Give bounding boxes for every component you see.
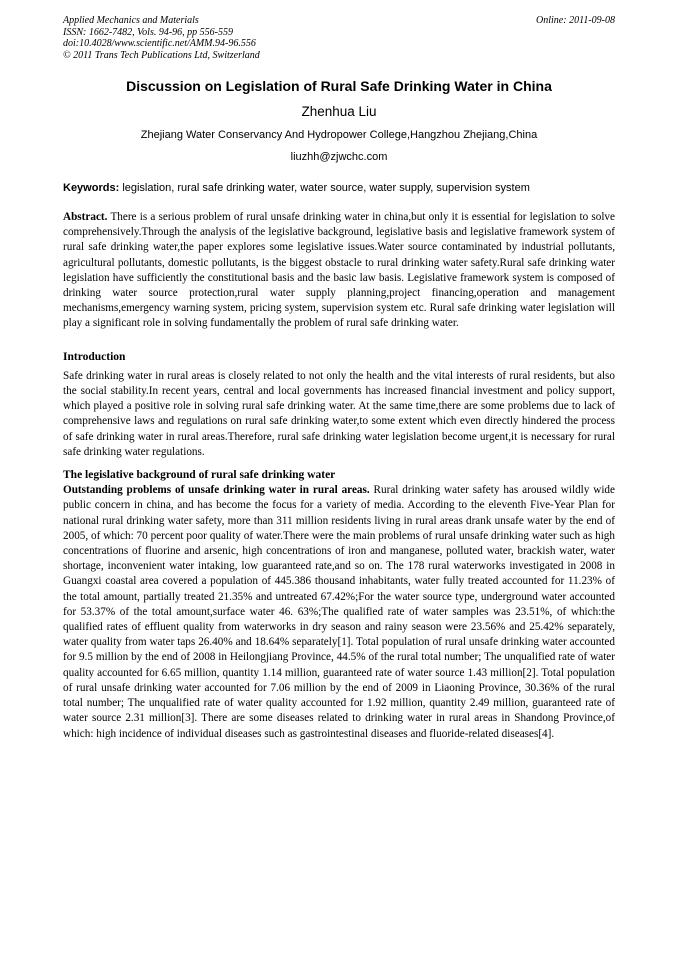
abstract [63, 210, 615, 332]
background-heading: The legislative background of rural safe drinking water [63, 469, 336, 482]
abstract-label: Abstract. [63, 211, 108, 223]
author-email: liuzhh@zjwchc.com [290, 151, 388, 163]
online-date: Online: 2011-09-08 [536, 15, 615, 26]
abstract-text: There is a serious problem of rural unsafe drinking water in china,but only it is essential for legislation to solve comprehensively.Through the analysis of the legislative background, legislative basis and legislative framework system of rural safe drinking water,the paper explores some legislative issues.Water source contaminated by industrial pollutants, agricultural pollutants, domestic pollutants, is the biggest obstacle to rural drinking water safety.Rural safe drinking water legislation have sufficiently the constitutional basis and the basic law basis. Legislative framework system is composed of drinking water source protection,rural water supply planning,project financing,operation and management mechanisms,emergency warning system, pricing system, supervision system etc. Rural safe drinking water legislation will play a significant role in solving fundamentally the problem of rural safe drinking water. [63, 211, 615, 330]
author-affiliation: Zhejiang Water Conservancy And Hydropower College,Hangzhou Zhejiang,China [140, 129, 538, 141]
paper-title: Discussion on Legislation of Rural Safe Drinking Water in China [126, 78, 552, 94]
journal-header [63, 15, 615, 61]
background-text: Rural drinking water safety has aroused wildly wide public concern in china, and has become the focus for a variety of media. According to the eleventh Five-Year Plan for national rural drinking water safety, more than 311 million residents living in rural areas drank unsafe water by the end of 2005, of which: 70 percent poor quality of water.There were the main problems of rural unsafe drinking water such as high concentrations of fluorine and arsenic, high concentrations of iron and manganese, polluted water, brackish water, water shortage, inconvenient water intaking, low guaranteed rate,and so on. The 178 rural waterworks investigated in 2008 in Guangxi coastal area covered a population of 445.386 thousand inhabitants, water fully treated accounted for 11.23% of the total amount, partially treated 21.35% and untreated 67.42%;For the water source type, underground water accounted for 53.37% of the total amount,surface water 46. 63%;The qualified rate of water samples was 23.51%, of which:the qualified rates of effluent quality from waterworks in dry season and rainy season were 23.56% and 25.42% separately, water quality from water taps 26.40% and 18.64% separately[1]. Total population of rural unsafe drinking water accounted for 9.5 million by the end of 2008 in Heilongjiang Province, 44.5% of the rural total number; The unqualified rate of water quality accounted for 6.65 million, quantity 1.14 million, guaranteed rate of water source 1.43 million[2]. Total population of rural unsafe drinking water accounted for 7.06 million by the end of 2009 in Liaoning Province, 30.36% of the rural total number; The unqualified rate of water quality accounted for 1.92 million, quantity 2.49 million, guaranteed rate of water source 2.31 million[3]. There are some diseases related to drinking water in rural areas in Shandong Province,of which: high incidence of individual diseases such as gastrointestinal diseases and fluoride-related diseases[4]. [63, 484, 615, 740]
keywords [63, 181, 615, 195]
keywords-text: legislation, rural safe drinking water, water source, water supply, supervision system [122, 182, 530, 194]
issn-line: ISSN: 1662-7482, Vols. 94-96, pp 556-559 [63, 26, 233, 38]
introduction-heading: Introduction [63, 350, 126, 363]
copyright-line: © 2011 Trans Tech Publications Ltd, Switzerland [63, 49, 260, 61]
background-subheading: Outstanding problems of unsafe drinking water in rural areas. [63, 484, 370, 497]
author-name: Zhenhua Liu [301, 104, 377, 119]
background-paragraph [63, 483, 615, 741]
introduction-text: Safe drinking water in rural areas is closely related to not only the health and the vital interests of rural residents, but also the social stability.In recent years, central and local governments has increased financial investment and policy support, which played a positive role in solving rural safe drinking water. At the same time,there are some problems due to lack of comprehensive laws and regulations on rural safe drinking water,to some extent which even directly hindered the process of safe drinking water in rural areas.Therefore, rural safe drinking water legislation become urgent,it is necessary for rural safe drinking water regulations. [63, 369, 615, 458]
keywords-label: Keywords: [63, 182, 120, 194]
journal-name: Applied Mechanics and Materials [63, 15, 199, 26]
doi-line: doi:10.4028/www.scientific.net/AMM.94-96.556 [63, 38, 256, 49]
